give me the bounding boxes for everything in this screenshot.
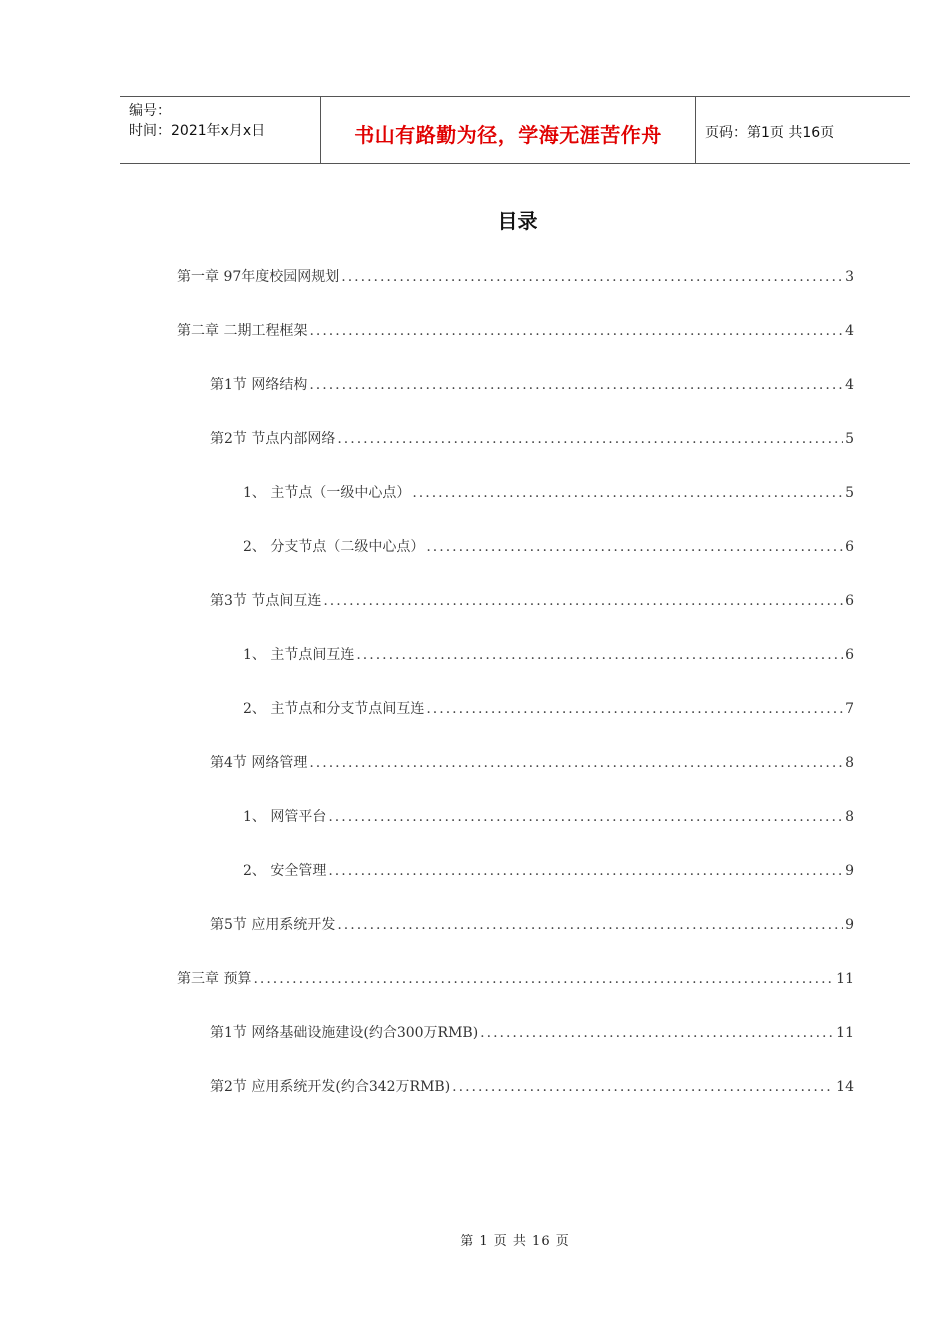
toc-entry-page: 6 xyxy=(845,593,854,609)
toc-entry[interactable] xyxy=(210,752,854,772)
toc-entry-page: 4 xyxy=(845,323,854,339)
toc-entry-text: 2、 分支节点（二级中心点） xyxy=(243,539,425,555)
document-code-label: 编号： xyxy=(129,103,171,119)
toc-entry-page: 11 xyxy=(836,1025,854,1041)
toc-entry-page: 5 xyxy=(845,485,854,501)
toc-leader-dots xyxy=(337,431,843,447)
toc-entry-text: 2、 安全管理 xyxy=(243,863,327,879)
toc-leader-dots xyxy=(328,863,843,879)
toc-entry-text: 第三章 预算 xyxy=(177,971,252,987)
toc-title: 目录 xyxy=(497,209,538,233)
toc-entry-text: 第3节 节点间互连 xyxy=(210,593,322,609)
toc-entry-text: 第1节 网络基础设施建设(约合300万RMB) xyxy=(210,1025,479,1041)
toc-entry-page: 6 xyxy=(845,539,854,555)
toc-leader-dots xyxy=(323,593,843,609)
toc-entry-text: 2、 主节点和分支节点间互连 xyxy=(243,701,425,717)
toc-entry-page: 9 xyxy=(845,917,854,933)
toc-entry[interactable] xyxy=(210,1076,854,1096)
toc-entry[interactable] xyxy=(210,914,854,934)
toc-leader-dots xyxy=(328,809,843,825)
toc-leader-dots xyxy=(426,701,843,717)
toc-leader-dots xyxy=(309,755,843,771)
toc-entry[interactable] xyxy=(210,428,854,448)
toc-entry[interactable] xyxy=(243,536,854,556)
toc-entry-page: 3 xyxy=(845,269,854,285)
toc-entry[interactable] xyxy=(243,482,854,502)
toc-entry[interactable] xyxy=(210,1022,854,1042)
header-motto: 书山有路勤为径，学海无涯苦作舟 xyxy=(354,123,662,147)
toc-entry-text: 第一章 97年度校园网规划 xyxy=(177,269,340,285)
toc-entry-page: 8 xyxy=(845,755,854,771)
toc-entry-page: 7 xyxy=(845,701,854,717)
toc-entry-text: 1、 主节点（一级中心点） xyxy=(243,485,411,501)
toc-entry[interactable] xyxy=(210,374,854,394)
toc-entry-page: 11 xyxy=(836,971,854,987)
toc-leader-dots xyxy=(480,1025,834,1041)
header-page-info: 页码：第1页 共16页 xyxy=(705,125,835,141)
toc-leader-dots xyxy=(337,917,843,933)
toc-leader-dots xyxy=(426,539,843,555)
toc-entry-text: 第1节 网络结构 xyxy=(210,377,308,393)
toc-entry[interactable] xyxy=(177,266,854,286)
toc-entry-page: 9 xyxy=(845,863,854,879)
toc-entry-page: 4 xyxy=(845,377,854,393)
toc-entry-text: 第5节 应用系统开发 xyxy=(210,917,336,933)
toc-entry-text: 第2节 应用系统开发(约合342万RMB) xyxy=(210,1079,451,1095)
toc-entry-page: 14 xyxy=(836,1079,854,1095)
toc-leader-dots xyxy=(341,269,843,285)
toc-entry-text: 第2节 节点内部网络 xyxy=(210,431,336,447)
toc-leader-dots xyxy=(412,485,843,501)
toc-entry[interactable] xyxy=(177,320,854,340)
toc-leader-dots xyxy=(452,1079,834,1095)
toc-leader-dots xyxy=(253,971,834,987)
toc-entry[interactable] xyxy=(177,968,854,988)
toc-entry-page: 6 xyxy=(845,647,854,663)
toc-entry[interactable] xyxy=(243,698,854,718)
toc-leader-dots xyxy=(356,647,843,663)
toc-entry[interactable] xyxy=(210,590,854,610)
toc-entry[interactable] xyxy=(243,644,854,664)
toc-entry-page: 8 xyxy=(845,809,854,825)
toc-entry-page: 5 xyxy=(845,431,854,447)
toc-entry[interactable] xyxy=(243,860,854,880)
toc-entry-text: 1、 主节点间互连 xyxy=(243,647,355,663)
toc-leader-dots xyxy=(309,377,843,393)
toc-entry[interactable] xyxy=(243,806,854,826)
toc-entry-text: 第二章 二期工程框架 xyxy=(177,323,308,339)
document-time-label: 时间：2021年x月x日 xyxy=(129,123,266,139)
toc-entry-text: 第4节 网络管理 xyxy=(210,755,308,771)
toc-entry-text: 1、 网管平台 xyxy=(243,809,327,825)
toc-leader-dots xyxy=(309,323,843,339)
page-footer: 第 1 页 共 16 页 xyxy=(460,1234,570,1249)
